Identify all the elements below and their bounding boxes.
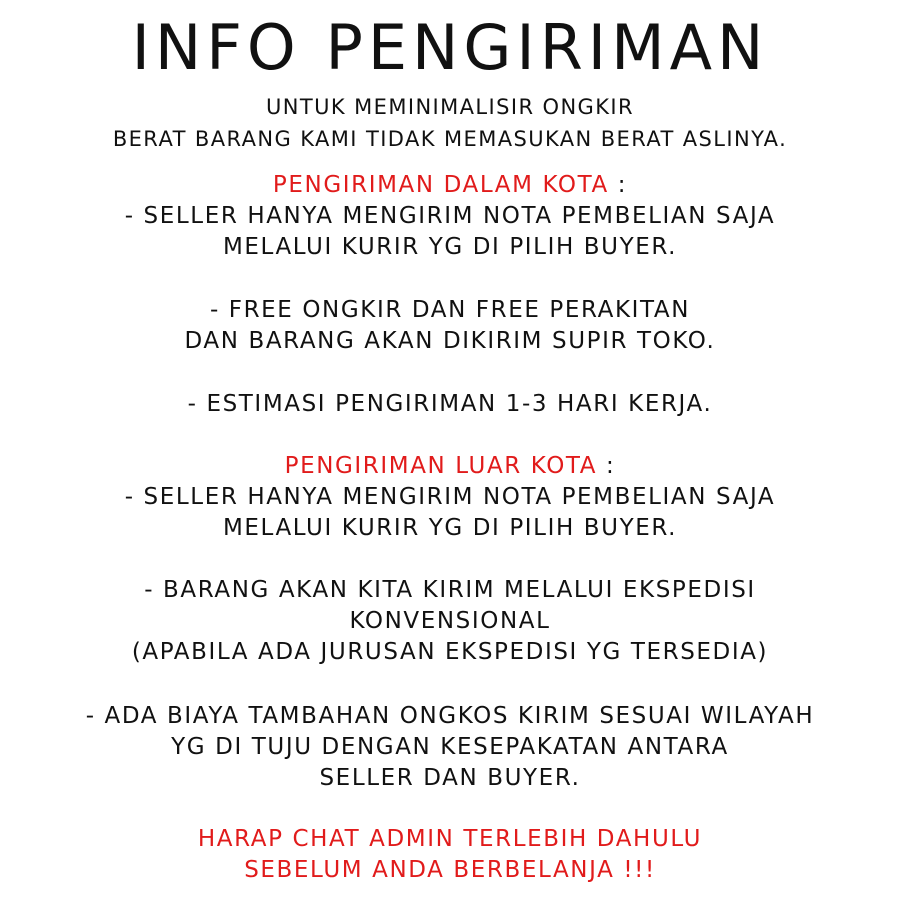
intro-line-2: BERAT BARANG KAMI TIDAK MEMASUKAN BERAT ASLINYA. — [112, 127, 788, 151]
dalam-kota-heading-row — [0, 170, 900, 200]
footer-notice-line-2: SEBELUM ANDA BERBELANJA !!! — [244, 857, 656, 883]
luar-kota-item2-line3: (APABILA ADA JURUSAN EKSPEDISI YG TERSEDIA) — [131, 639, 769, 665]
luar-kota-heading-row — [0, 451, 900, 481]
dalam-kota-item2-line2: DAN BARANG AKAN DIKIRIM SUPIR TOKO. — [184, 328, 716, 354]
luar-kota-colon: : — [597, 453, 616, 479]
luar-kota-item2-line2: KONVENSIONAL — [349, 608, 551, 634]
footer-notice-line-1: HARAP CHAT ADMIN TERLEBIH DAHULU — [197, 826, 703, 852]
dalam-kota-heading: PENGIRIMAN DALAM KOTA — [272, 172, 609, 198]
luar-kota-item3-line2: YG DI TUJU DENGAN KESEPAKATAN ANTARA — [171, 734, 729, 760]
luar-kota-item3-line3: SELLER DAN BUYER. — [319, 765, 581, 791]
page-title: INFO PENGIRIMAN — [131, 11, 769, 84]
dalam-kota-item1-line2: MELALUI KURIR YG DI PILIH BUYER. — [222, 234, 678, 260]
luar-kota-item2-line1: - BARANG AKAN KITA KIRIM MELALUI EKSPEDISI — [144, 577, 756, 603]
dalam-kota-colon: : — [608, 172, 628, 198]
luar-kota-item3-line1: - ADA BIAYA TAMBAHAN ONGKOS KIRIM SESUAI WILAYAH — [85, 703, 815, 729]
luar-kota-item1-line1: - SELLER HANYA MENGIRIM NOTA PEMBELIAN SAJA — [124, 484, 776, 510]
intro-line-1: UNTUK MEMINIMALISIR ONGKIR — [266, 95, 634, 119]
luar-kota-heading: PENGIRIMAN LUAR KOTA — [284, 453, 598, 479]
dalam-kota-item1-line1: - SELLER HANYA MENGIRIM NOTA PEMBELIAN SAJA — [124, 203, 776, 229]
dalam-kota-item2-line1: - FREE ONGKIR DAN FREE PERAKITAN — [209, 297, 691, 323]
luar-kota-item1-line2: MELALUI KURIR YG DI PILIH BUYER. — [222, 515, 678, 541]
dalam-kota-item3-line1: - ESTIMASI PENGIRIMAN 1-3 HARI KERJA. — [187, 391, 713, 417]
